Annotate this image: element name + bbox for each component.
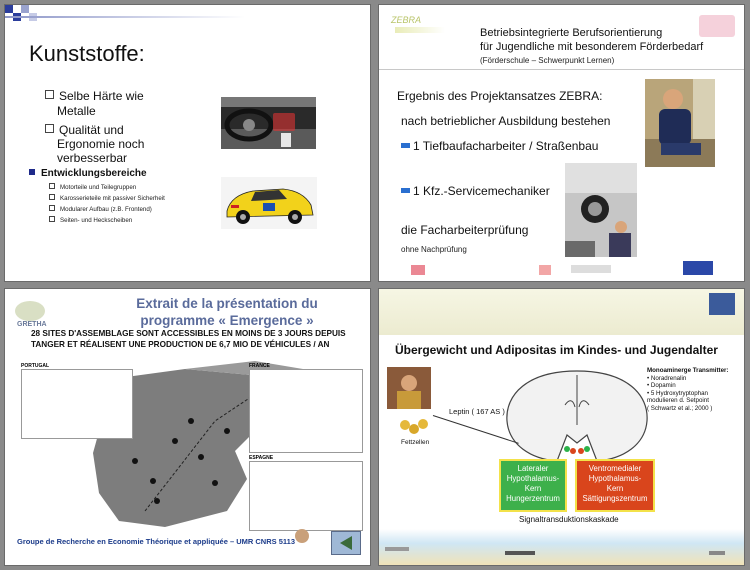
fettzellen-label: Fettzellen [401, 439, 430, 446]
portugal-label: PORTUGAL [21, 363, 50, 369]
signal-label: Signaltransduktionskaskade [519, 515, 619, 524]
sub-item: Karosserieteile mit passiver Sicherheit [49, 194, 165, 202]
transmitter-list: Monoaminerge Transmitter: • Noradrenalin • Dopamin • 5 Hydroxytryptophan modulieren d. Setpoint ( Schwartz et al.; 2000 ) [647, 367, 729, 412]
bullet-cont: verbesserbar [57, 151, 128, 165]
mechanic-photo [565, 163, 637, 257]
footer-logo [571, 265, 611, 273]
avatar [295, 529, 309, 543]
result-line: die Facharbeiterprüfung [401, 223, 529, 237]
headline: 28 SITES D'ASSEMBLAGE SONT ACCESSIBLES EN MOINS DE 3 JOURS DEPUIS TANGER ET RÉALISENT UNE PRODUCTION DE 6,7 MIO DE VÉHICULES / AN [31, 329, 346, 349]
race-car-image [221, 177, 317, 229]
header-sub: (Förderschule – Schwerpunkt Lernen) [480, 56, 615, 65]
section-heading: Entwicklungsbereiche [29, 168, 147, 179]
footer-text-deco [709, 551, 725, 555]
brand-logo [699, 15, 735, 37]
header-line: Betriebsintegrierte Berufsorientierung [480, 27, 663, 39]
result-heading: Ergebnis des Projektansatzes ZEBRA: [397, 89, 603, 103]
result-item: 1 Kfz.-Servicemechaniker [401, 184, 550, 198]
espagne-table [249, 461, 363, 531]
bullet-cont: Metalle [57, 104, 96, 118]
title-rule [5, 16, 245, 18]
result-item: 1 Tiefbaufacharbeiter / Straßenbau [401, 139, 598, 153]
portugal-table [21, 369, 133, 439]
gretha-logo-text: GRETHA [17, 321, 47, 328]
arrow-icon [401, 188, 410, 193]
hungerzentrum-box: Lateraler Hypothalamus- Kern Hungerzentrum [499, 459, 567, 512]
corner-deco [5, 5, 13, 13]
slide-zebra[interactable] [378, 4, 745, 282]
france-label: FRANCE [249, 363, 270, 369]
slide-title: Übergewicht und Adipositas im Kindes- und Jugendalter [395, 343, 718, 357]
dashboard-image [221, 97, 316, 149]
france-table [249, 369, 363, 453]
espagne-label: ESPAGNE [249, 455, 274, 461]
slide-title: Extrait de la présentation du programme « Emergence » [136, 296, 318, 328]
slide-emergence[interactable] [4, 288, 371, 566]
footer-text-deco [385, 547, 409, 551]
logo-deco [395, 27, 445, 33]
header-band [379, 289, 744, 335]
slide-title: Kunststoffe: [29, 41, 145, 66]
gretha-logo-icon [15, 301, 45, 321]
slide-kunststoffe[interactable] [4, 4, 371, 282]
header-line: für Jugendliche mit besonderem Förderbedarf [480, 41, 704, 53]
zebra-logo: ZEBRA [391, 15, 422, 25]
result-note: ohne Nachprüfung [401, 245, 467, 254]
sub-item: Motorteile und Teilegruppen [49, 183, 136, 191]
footer: Groupe de Recherche en Economie Théorique et appliquée – UMR CNRS 5113 [17, 537, 295, 546]
previous-button[interactable] [331, 531, 361, 555]
leptin-label: Leptin ( 167 AS ) [449, 407, 505, 416]
brain-diagram [497, 365, 657, 465]
eu-flag-icon [683, 261, 713, 275]
saettigungszentrum-box: Ventromedialer Hypothalamus- Kern Sättigungszentrum [575, 459, 655, 512]
bullet: Qualität und [45, 123, 124, 137]
fat-cells-icon [397, 417, 433, 437]
header-logo [709, 293, 735, 315]
bullet: Selbe Härte wie [45, 89, 144, 103]
arrow-icon [401, 143, 410, 148]
sub-item: Seiten- und Heckscheiben [49, 216, 132, 224]
corner-deco [21, 5, 29, 13]
worker-photo [645, 79, 715, 167]
slide-adipositas[interactable] [378, 288, 745, 566]
divider [379, 69, 744, 70]
footer-text-deco [505, 551, 535, 555]
child-photo [387, 367, 431, 409]
footer-logo [539, 265, 551, 275]
sub-item: Modularer Aufbau (z.B. Frontend) [49, 205, 152, 213]
result-line: nach betrieblicher Ausbildung bestehen [401, 114, 611, 128]
footer-beach-band [379, 529, 744, 565]
bullet-cont: Ergonomie noch [57, 137, 145, 151]
footer-logo [411, 265, 425, 275]
